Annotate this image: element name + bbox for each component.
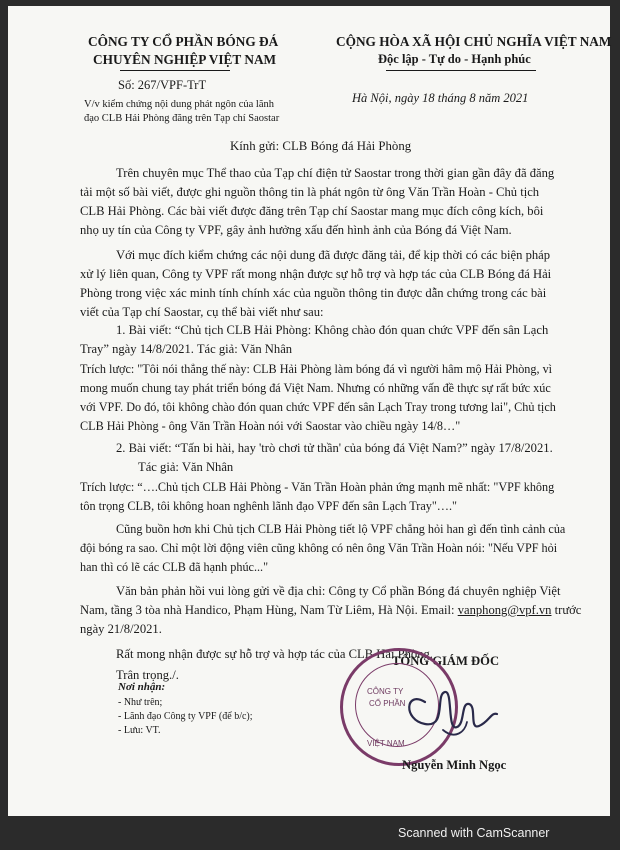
excerpt-1-line1: Trích lược: "Tôi nói thẳng thế này: CLB Hải Phòng làm bóng đá vì người hâm mộ Hải Phòng, vì bbox=[80, 362, 553, 376]
recipients-item-2: - Lãnh đạo Công ty VPF (để b/c); bbox=[118, 711, 253, 722]
handwritten-signature bbox=[395, 672, 515, 752]
company-name-line1: CÔNG TY CỔ PHẦN BÓNG ĐÁ bbox=[88, 34, 279, 49]
address-text: Nam, tầng 3 tòa nhà Handico, Phạm Hùng, Nam Từ Liêm, Hà Nội. Email: bbox=[80, 603, 458, 617]
paragraph-2-line3: Phòng trong việc xác minh tính chính xác của nguồn thông tin được dẫn chứng trong các bài bbox=[80, 286, 547, 300]
item-2-line1: 2. Bài viết: “Tấn bi hài, hay 'trò chơi tử thần' của bóng đá Việt Nam?” ngày 17/8/2021. bbox=[116, 441, 553, 455]
document-date: Hà Nội, ngày 18 tháng 8 năm 2021 bbox=[352, 91, 529, 105]
recipient-line: Kính gửi: CLB Bóng đá Hải Phòng bbox=[230, 139, 412, 153]
closing-line: Trân trọng./. bbox=[116, 668, 179, 682]
paragraph-3-line2: đội bóng ra sao. Chỉ một lời động viên cũng không có nên ông Văn Trần Hoàn nói: "Nếu VPF hỏi bbox=[80, 541, 558, 555]
republic-title: CỘNG HÒA XÃ HỘI CHỦ NGHĨA VIỆT NAM bbox=[336, 34, 612, 49]
stamp-text-1: CÔNG TY bbox=[367, 687, 404, 696]
header-rule-right bbox=[386, 70, 536, 71]
motto: Độc lập - Tự do - Hạnh phúc bbox=[378, 52, 531, 66]
excerpt-2-line1: Trích lược: “….Chủ tịch CLB Hải Phòng - Văn Trần Hoàn phản ứng mạnh mẽ nhất: "VPF không bbox=[80, 480, 555, 494]
signature-title: TỔNG GIÁM ĐỐC bbox=[392, 654, 500, 668]
email-suffix: trước bbox=[551, 603, 582, 617]
header-rule-left bbox=[120, 70, 230, 71]
document-number: Số: 267/VPF-TrT bbox=[118, 78, 207, 92]
scanner-watermark: Scanned with CamScanner bbox=[398, 826, 550, 840]
paragraph-4-line2 bbox=[80, 601, 581, 620]
paragraph-1-line4: nhọ uy tín của Công ty VPF, gây ảnh hưởng xấu đến hình ảnh của Bóng đá Việt Nam. bbox=[80, 223, 512, 237]
email-link[interactable]: vanphong@vpf.vn bbox=[457, 603, 552, 617]
paragraph-2-line4: viết của Tạp chí Saostar, cụ thể bài viết như sau: bbox=[80, 305, 324, 319]
paragraph-1-line3: CLB Hải Phòng. Các bài viết được đăng trên Tạp chí Saostar mang mục đích công kích, bôi bbox=[80, 204, 544, 218]
recipients-item-3: - Lưu: VT. bbox=[118, 725, 161, 736]
paragraph-1-line1: Trên chuyên mục Thể thao của Tạp chí điện tử Saostar trong thời gian gần đây đã đăng bbox=[116, 166, 555, 180]
paragraph-3-line3: han thì có lẽ các CLB đã hạnh phúc..." bbox=[80, 560, 269, 574]
company-name-line2: CHUYÊN NGHIỆP VIỆT NAM bbox=[93, 52, 277, 67]
stamp-text-2: CỔ PHẦN bbox=[369, 699, 406, 708]
item-1-line2: Tray” ngày 14/8/2021. Tác giả: Văn Nhân bbox=[80, 342, 293, 356]
paragraph-5: Rất mong nhận được sự hỗ trợ và hợp tác của CLB Hải Phòng. bbox=[116, 647, 433, 661]
paragraph-4-line1: Văn bản phản hồi vui lòng gửi về địa chỉ: Công ty Cổ phần Bóng đá chuyên nghiệp Việt bbox=[116, 584, 561, 598]
item-2-line2: Tác giả: Văn Nhân bbox=[138, 460, 234, 474]
paragraph-2-line1: Với mục đích kiểm chứng các nội dung đã được đăng tải, để kịp thời có các biện pháp bbox=[116, 248, 551, 262]
stamp-text-3: VIỆT NAM bbox=[367, 739, 405, 748]
excerpt-2-line2: tôn trọng CLB, tôi không hoan nghênh lãnh đạo VPF đến sân Lạch Tray"…." bbox=[80, 499, 458, 513]
item-1-line1: 1. Bài viết: “Chủ tịch CLB Hải Phòng: Không chào đón quan chức VPF đến sân Lạch bbox=[116, 323, 549, 337]
recipients-title: Nơi nhận: bbox=[118, 681, 166, 693]
recipients-item-1: - Như trên; bbox=[118, 697, 163, 708]
subject-line2: đạo CLB Hải Phòng đăng trên Tạp chí Saostar bbox=[84, 113, 280, 124]
excerpt-1-line2: mong muốn chung tay phát triển bóng đá Việt Nam. Nhưng có những vấn đề thực sự rất bức xúc bbox=[80, 381, 551, 395]
paragraph-4-line3: ngày 21/8/2021. bbox=[80, 622, 162, 636]
paragraph-3-line1: Cũng buồn hơn khi Chủ tịch CLB Hải Phòng tiết lộ VPF chẳng hỏi han gì đến tình cảnh của bbox=[116, 522, 566, 536]
signer-name: Nguyễn Minh Ngọc bbox=[402, 758, 507, 772]
paragraph-1-line2: tải một số bài viết, được ghi nguồn thông tin là phát ngôn từ ông Văn Trần Hoàn - Chủ tịch bbox=[80, 185, 540, 199]
excerpt-1-line4: CLB Hải Phòng - ông Văn Trần Hoàn nói với Saostar vào chiều ngày 14/8…" bbox=[80, 419, 461, 433]
subject-line1: V/v kiểm chứng nội dung phát ngôn của lãnh bbox=[84, 99, 274, 110]
paragraph-2-line2: xử lý liên quan, Công ty VPF rất mong nhận được sự hỗ trợ và hợp tác của CLB Bóng đá Hải bbox=[80, 267, 552, 281]
excerpt-1-line3: với VPF. Do đó, tôi không chào đón quan chức VPF đến sân Lạch Tray trong tương lai", Chủ tịch bbox=[80, 400, 556, 414]
